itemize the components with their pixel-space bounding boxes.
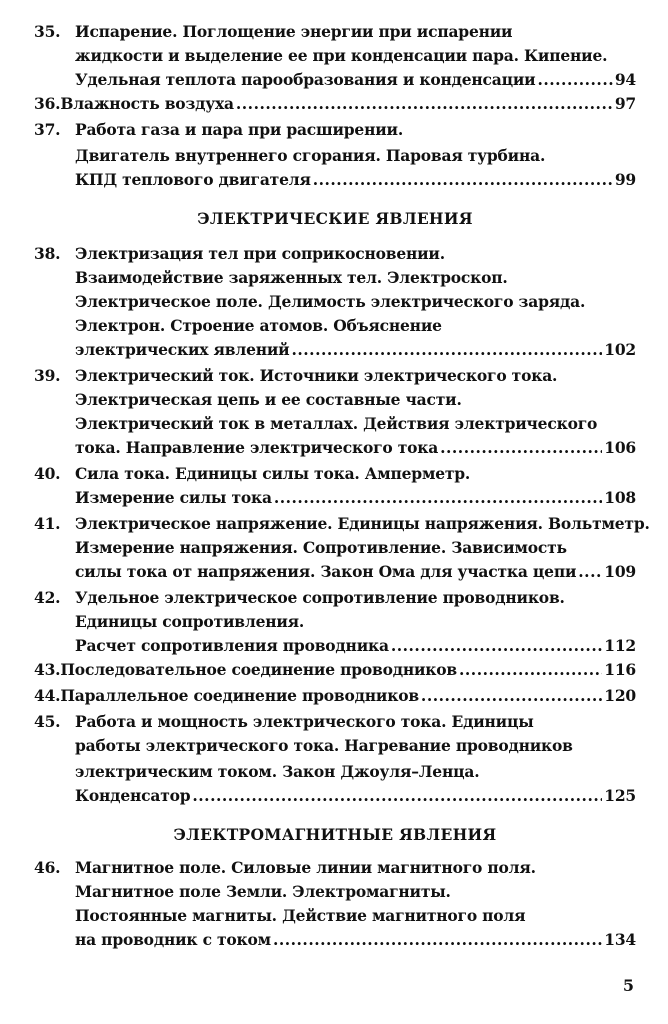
- entry-text: электрических явлений: [75, 340, 290, 359]
- dot-leader: [236, 92, 613, 116]
- entry-text: Постоянные магниты. Действие магнитного поля: [75, 906, 526, 925]
- toc-entry-37-line-3: [34, 168, 636, 192]
- dot-leader: [440, 436, 602, 460]
- toc-entry-35-line-2: [34, 44, 636, 68]
- toc-entry-44-line-1: [34, 684, 636, 708]
- toc-entry-40-line-2: [34, 486, 636, 510]
- entry-text: Единицы сопротивления.: [75, 612, 305, 631]
- entry-text: Испарение. Поглощение энергии при испарении: [75, 22, 513, 41]
- entry-text: Удельная теплота парообразования и конденсации: [75, 70, 536, 89]
- section-heading-electric: ЭЛЕКТРИЧЕСКИЕ ЯВЛЕНИЯ: [197, 209, 473, 228]
- toc-entry-39-line-1: [34, 364, 636, 388]
- entry-number: 43.: [34, 660, 61, 679]
- entry-text: Взаимодействие заряженных тел. Электроскоп.: [75, 268, 508, 287]
- dot-leader: [313, 168, 613, 192]
- entry-text: Электрическая цепь и ее составные части.: [75, 390, 462, 409]
- entry-text: Конденсатор: [75, 786, 191, 805]
- entry-text: Параллельное соединение проводников: [60, 686, 419, 705]
- entry-text: Удельное электрическое сопротивление проводников.: [75, 588, 565, 607]
- page-number: 5: [622, 976, 634, 995]
- page-ref: 125: [604, 786, 636, 805]
- toc-entry-38-line-4: [34, 314, 636, 338]
- toc-entry-37-line-1: [34, 118, 636, 142]
- toc-entry-41-line-1: [34, 512, 650, 536]
- entry-number: 39.: [34, 366, 61, 385]
- dot-leader: [192, 784, 602, 808]
- toc-entry-36-line-1: [34, 92, 636, 116]
- toc-entry-45-line-2: [34, 734, 636, 758]
- entry-text: Электрическое напряжение. Единицы напряжения. Вольтметр.: [75, 514, 650, 533]
- toc-entry-45-line-4: [34, 784, 636, 808]
- toc-entry-45-line-3: [34, 760, 636, 784]
- toc-entry-40-line-1: [34, 462, 636, 486]
- entry-text: Магнитное поле Земли. Электромагниты.: [75, 882, 451, 901]
- entry-text: работы электрического тока. Нагревание проводников: [75, 736, 573, 755]
- entry-text: жидкости и выделение ее при конденсации пара. Кипение.: [75, 46, 608, 65]
- entry-number: 35.: [34, 22, 61, 41]
- dot-leader: [273, 928, 602, 952]
- entry-number: 44.: [34, 686, 61, 705]
- entry-text: Электризация тел при соприкосновении.: [75, 244, 445, 263]
- entry-text: Расчет сопротивления проводника: [75, 636, 389, 655]
- page-ref: 109: [604, 562, 636, 581]
- entry-text: электрическим током. Закон Джоуля–Ленца.: [75, 762, 480, 781]
- toc-entry-46-line-1: [34, 856, 636, 880]
- entry-number: 38.: [34, 244, 61, 263]
- entry-text: Работа газа и пара при расширении.: [75, 120, 404, 139]
- dot-leader: [578, 560, 602, 584]
- toc-entry-45-line-1: [34, 710, 636, 734]
- entry-number: 37.: [34, 120, 61, 139]
- entry-text: Электрическое поле. Делимость электрического заряда.: [75, 292, 586, 311]
- dot-leader: [459, 658, 602, 682]
- entry-text: Электрон. Строение атомов. Объяснение: [75, 316, 442, 335]
- toc-entry-39-line-2: [34, 388, 636, 412]
- toc-entry-43-line-1: [34, 658, 636, 682]
- dot-leader: [274, 486, 602, 510]
- toc-entry-35-line-1: [34, 20, 636, 44]
- page-ref: 99: [614, 170, 636, 189]
- toc-entry-42-line-2: [34, 610, 636, 634]
- entry-text: Влажность воздуха: [60, 94, 234, 113]
- page-ref: 97: [614, 94, 636, 113]
- toc-entry-38-line-3: [34, 290, 636, 314]
- page-ref: 120: [604, 686, 636, 705]
- entry-number: 36.: [34, 94, 61, 113]
- toc-entry-46-line-2: [34, 880, 636, 904]
- dot-leader: [391, 634, 602, 658]
- toc-entry-46-line-3: [34, 904, 636, 928]
- toc-entry-38-line-2: [34, 266, 636, 290]
- toc-entry-46-line-4: [34, 928, 636, 952]
- entry-text: Сила тока. Единицы силы тока. Амперметр.: [75, 464, 471, 483]
- toc-entry-35-line-3: [34, 68, 636, 92]
- toc-entry-38-line-1: [34, 242, 636, 266]
- toc-entry-41-line-2: [34, 536, 636, 560]
- entry-text: Двигатель внутреннего сгорания. Паровая турбина.: [75, 146, 546, 165]
- page-ref: 94: [614, 70, 636, 89]
- entry-text: на проводник с током: [75, 930, 271, 949]
- entry-text: КПД теплового двигателя: [75, 170, 311, 189]
- toc-entry-42-line-3: [34, 634, 636, 658]
- page-ref: 116: [604, 660, 636, 679]
- entry-text: Электрический ток в металлах. Действия электрического: [75, 414, 598, 433]
- entry-text: Магнитное поле. Силовые линии магнитного поля.: [75, 858, 536, 877]
- section-heading-electromagnetic: ЭЛЕКТРОМАГНИТНЫЕ ЯВЛЕНИЯ: [173, 825, 497, 844]
- entry-text: Последовательное соединение проводников: [60, 660, 457, 679]
- entry-text: тока. Направление электрического тока: [75, 438, 439, 457]
- page-ref: 106: [604, 438, 636, 457]
- entry-number: 40.: [34, 464, 61, 483]
- entry-text: Работа и мощность электрического тока. Единицы: [75, 712, 534, 731]
- entry-number: 42.: [34, 588, 61, 607]
- toc-entry-38-line-5: [34, 338, 636, 362]
- page-ref: 134: [604, 930, 636, 949]
- entry-text: Электрический ток. Источники электрического тока.: [75, 366, 558, 385]
- toc-entry-37-line-2: [34, 144, 636, 168]
- toc-entry-41-line-3: [34, 560, 636, 584]
- toc-entry-39-line-3: [34, 412, 636, 436]
- page-ref: 108: [604, 488, 636, 507]
- toc-entry-42-line-1: [34, 586, 636, 610]
- entry-number: 45.: [34, 712, 61, 731]
- page-ref: 112: [604, 636, 636, 655]
- page-ref: 102: [604, 340, 636, 359]
- toc-entry-39-line-4: [34, 436, 636, 460]
- entry-text: Измерение напряжения. Сопротивление. Зависимость: [75, 538, 567, 557]
- entry-number: 46.: [34, 858, 61, 877]
- dot-leader: [537, 68, 612, 92]
- entry-number: 41.: [34, 514, 61, 533]
- entry-text: силы тока от напряжения. Закон Ома для участка цепи: [75, 562, 577, 581]
- dot-leader: [421, 684, 602, 708]
- dot-leader: [291, 338, 602, 362]
- entry-text: Измерение силы тока: [75, 488, 272, 507]
